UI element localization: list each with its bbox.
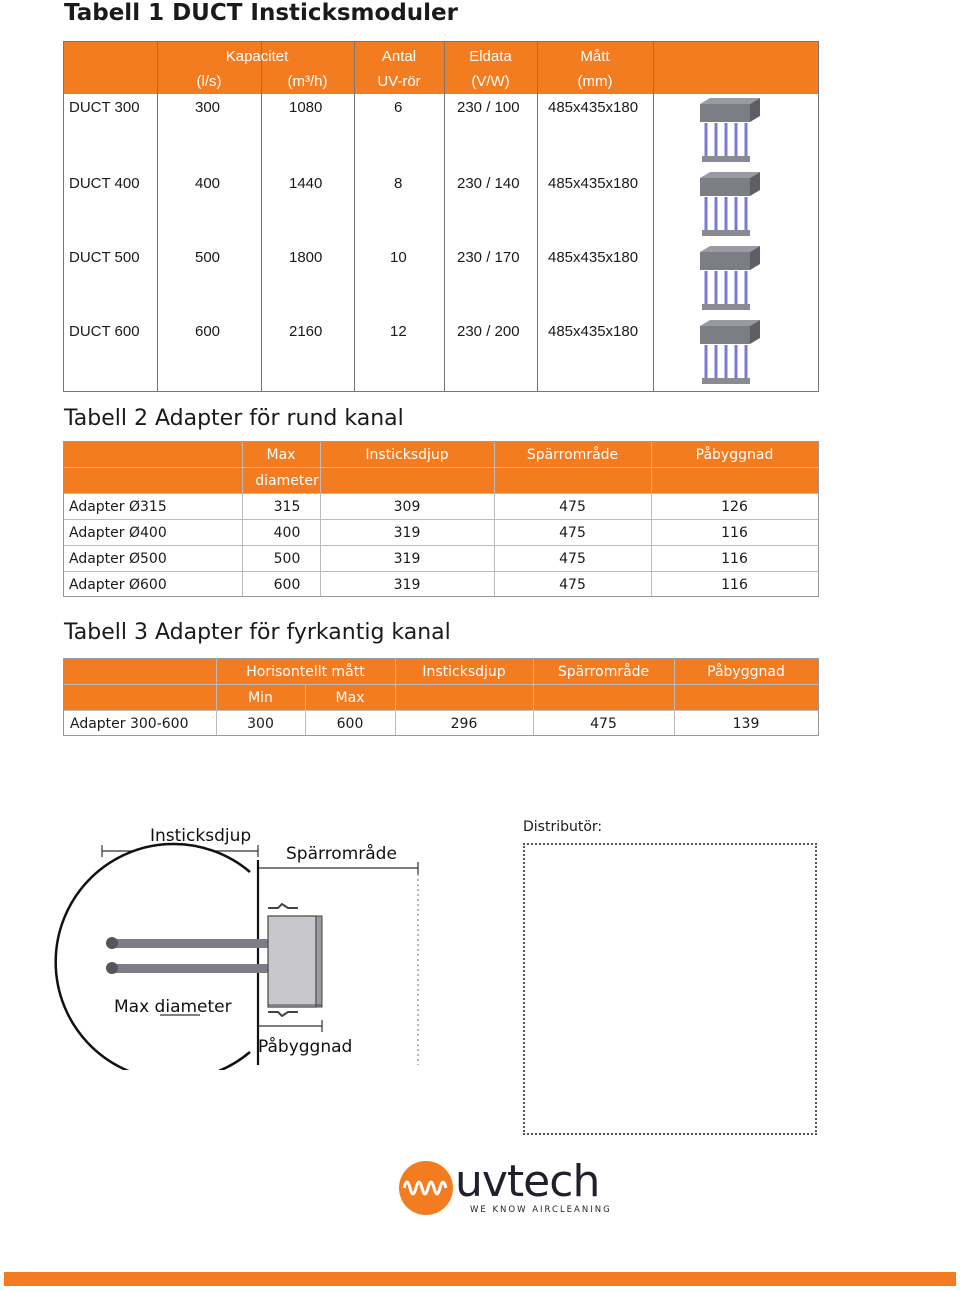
table2-row-depth: 319 xyxy=(393,525,421,541)
logo-name: uvtech xyxy=(455,1156,600,1207)
table1-row-ls: 300 xyxy=(195,99,221,116)
uvtech-logo-icon xyxy=(398,1160,454,1216)
header-pabyggnad: Påbyggnad xyxy=(707,664,785,680)
table2-row-build: 116 xyxy=(721,577,748,593)
table1-row-ls: 500 xyxy=(195,249,221,266)
table3-row-build: 139 xyxy=(732,716,760,732)
duct-unit-image xyxy=(692,244,768,318)
table1-row-power: 230 / 200 xyxy=(457,323,520,340)
table1-row-dims: 485x435x180 xyxy=(548,323,639,340)
logo-tagline: WE KNOW AIRCLEANING xyxy=(470,1205,612,1215)
table2-row-range: 475 xyxy=(559,577,586,593)
table1-row-dims: 485x435x180 xyxy=(548,249,639,266)
table2-row-range: 475 xyxy=(559,525,586,541)
table1-row-dims: 485x435x180 xyxy=(548,175,639,192)
table1-row-tubes: 6 xyxy=(394,99,403,116)
duct-unit-image xyxy=(692,170,768,244)
table1-row-ls: 600 xyxy=(195,323,221,340)
table2-row-depth: 309 xyxy=(393,499,421,515)
table1-row-model: DUCT 600 xyxy=(69,323,140,340)
table2-title: Tabell 2 Adapter för rund kanal xyxy=(64,406,404,431)
header-min: Min xyxy=(248,690,273,706)
label-max-diameter: Max diameter xyxy=(114,997,232,1017)
table3 xyxy=(63,658,819,736)
table1-row-model: DUCT 300 xyxy=(69,99,140,116)
table2-row-label: Adapter Ø600 xyxy=(69,577,167,593)
table3-row-min: 300 xyxy=(247,716,274,732)
label-pabyggnad: Påbyggnad xyxy=(258,1037,353,1057)
table1-row-power: 230 / 140 xyxy=(457,175,520,192)
table1-row-power: 230 / 100 xyxy=(457,99,520,116)
table1-row-m3h: 1800 xyxy=(289,249,323,266)
header-max: Max xyxy=(266,447,296,463)
table1-row-tubes: 10 xyxy=(390,249,407,266)
table2-row-range: 475 xyxy=(559,499,586,515)
distributor-box xyxy=(523,843,817,1135)
header-m3h: (m³/h) xyxy=(287,73,328,90)
header-mm: (mm) xyxy=(577,73,613,90)
label-insticksdjup: Insticksdjup xyxy=(150,826,252,846)
table1-row-tubes: 12 xyxy=(390,323,407,340)
footer-bar xyxy=(4,1272,956,1286)
distributor-label: Distributör: xyxy=(523,819,603,835)
table1-row-model: DUCT 400 xyxy=(69,175,140,192)
header-eldata: Eldata xyxy=(469,48,512,65)
header-insticksdjup: Insticksdjup xyxy=(422,664,506,680)
duct-unit-image xyxy=(692,318,768,392)
installation-diagram xyxy=(50,840,430,1070)
header-pabyggnad: Påbyggnad xyxy=(695,447,774,463)
table1 xyxy=(63,41,819,392)
table3-row-depth: 296 xyxy=(450,716,478,732)
header-sparromrade: Spärrområde xyxy=(557,664,650,680)
table2-row-range: 475 xyxy=(559,551,586,567)
header-matt: Mått xyxy=(580,48,610,65)
header-kapacitet: Kapacitet xyxy=(225,48,289,65)
table2-row-depth: 319 xyxy=(393,551,421,567)
header-diameter: diameter xyxy=(255,473,319,489)
header-max: Max xyxy=(335,690,365,706)
duct-unit-image xyxy=(692,96,768,170)
table2-row-build: 116 xyxy=(721,525,748,541)
table2-row-label: Adapter Ø500 xyxy=(69,551,167,567)
table1-row-tubes: 8 xyxy=(394,175,403,192)
table2-row-build: 116 xyxy=(721,551,748,567)
table3-title: Tabell 3 Adapter för fyrkantig kanal xyxy=(64,620,451,645)
header-vw: (V/W) xyxy=(471,73,510,90)
table2-row-build: 126 xyxy=(721,499,748,515)
header-insticksdjup: Insticksdjup xyxy=(365,447,449,463)
table3-row-max: 600 xyxy=(336,716,364,732)
table2-row-diameter: 315 xyxy=(273,499,301,515)
table3-row-range: 475 xyxy=(590,716,617,732)
table1-row-dims: 485x435x180 xyxy=(548,99,639,116)
table3-row-label: Adapter 300-600 xyxy=(70,716,189,732)
table1-row-model: DUCT 500 xyxy=(69,249,140,266)
table2-row-label: Adapter Ø315 xyxy=(69,499,167,515)
table1-row-ls: 400 xyxy=(195,175,221,192)
table2-row-diameter: 600 xyxy=(273,577,301,593)
table1-row-m3h: 1080 xyxy=(289,99,323,116)
table2-row-label: Adapter Ø400 xyxy=(69,525,167,541)
table1-row-m3h: 2160 xyxy=(289,323,323,340)
table2-row-diameter: 500 xyxy=(273,551,301,567)
table2 xyxy=(63,441,819,597)
table2-row-depth: 319 xyxy=(393,577,421,593)
table2-row-diameter: 400 xyxy=(273,525,301,541)
header-uv-ror: UV-rör xyxy=(377,73,421,90)
table1-title: Tabell 1 DUCT Insticksmoduler xyxy=(64,0,458,26)
table1-row-power: 230 / 170 xyxy=(457,249,520,266)
table1-row-m3h: 1440 xyxy=(289,175,323,192)
header-horisontellt-matt: Horisontellt mått xyxy=(246,664,365,680)
header-antal: Antal xyxy=(381,48,417,65)
header-sparromrade: Spärrområde xyxy=(526,447,619,463)
label-sparromrade: Spärrområde xyxy=(286,844,397,864)
header-ls: (l/s) xyxy=(196,73,222,90)
